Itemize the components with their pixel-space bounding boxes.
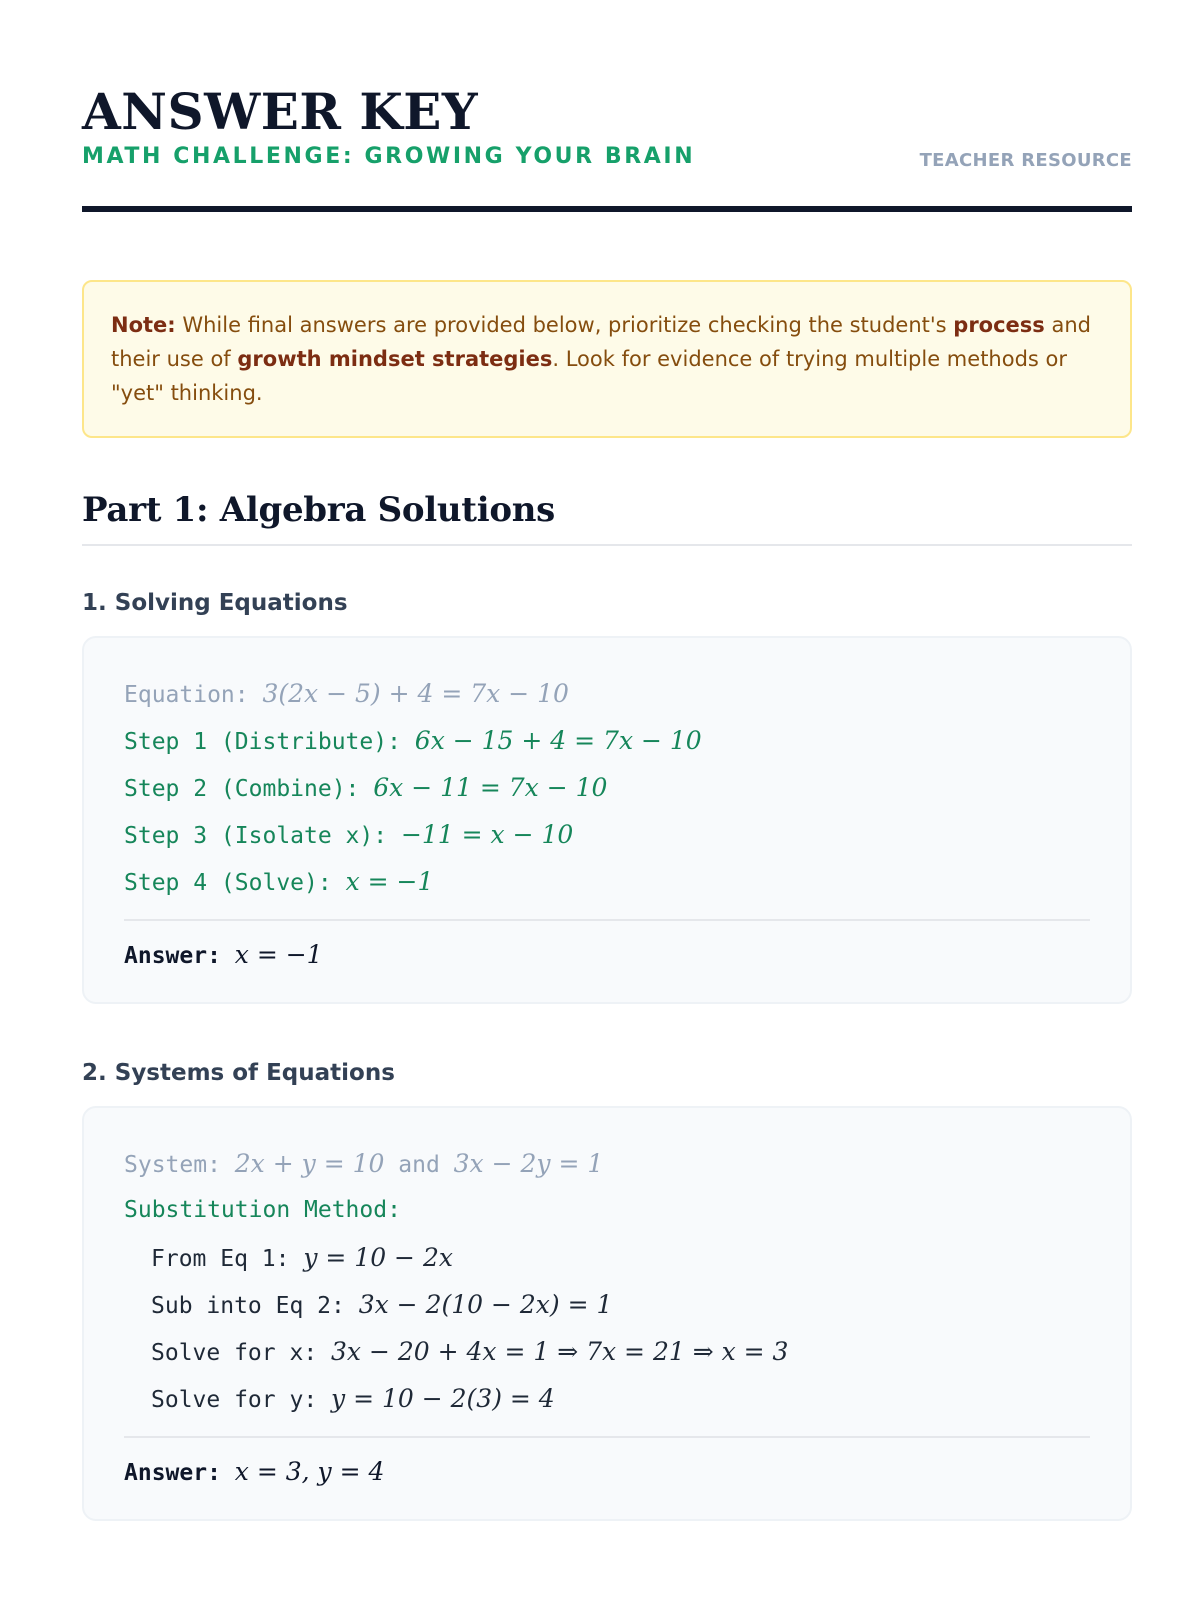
step-label: Step 3 (Isolate x): xyxy=(124,823,401,849)
step-math: 3x − 2(10 − 2x) = 1 xyxy=(358,1290,613,1319)
note-text: While final answers are provided below, prioritize checking the student's xyxy=(175,313,954,337)
note-emphasis-process: process xyxy=(953,313,1045,337)
step-label: From Eq 1: xyxy=(151,1246,304,1272)
problem-1-solution-card xyxy=(82,636,1132,1004)
step-math: 6x − 15 + 4 = 7x − 10 xyxy=(414,726,702,755)
step-label: Solve for y: xyxy=(151,1387,332,1413)
step-label: Step 4 (Solve): xyxy=(124,870,346,896)
step-math: −11 = x − 10 xyxy=(400,820,574,849)
note-text: and their use of xyxy=(111,313,1091,371)
solution-step xyxy=(124,717,1090,764)
note-emphasis-growth-mindset: growth mindset strategies xyxy=(237,347,553,371)
step-math: x = −1 xyxy=(345,867,434,896)
step-math: 6x − 11 = 7x − 10 xyxy=(373,773,608,802)
problem-1-title: 1. Solving Equations xyxy=(82,590,348,616)
step-label: Step 2 (Combine): xyxy=(124,776,374,802)
teacher-resource-label: TEACHER RESOURCE xyxy=(919,150,1132,171)
given-equation-2: 3x − 2y = 1 xyxy=(453,1149,604,1178)
answer-label: Answer: xyxy=(124,1460,221,1486)
page-subtitle: MATH CHALLENGE: GROWING YOUR BRAIN xyxy=(82,144,696,169)
problem-1-answer xyxy=(124,935,1090,976)
answer-label: Answer: xyxy=(124,943,221,969)
given-equation-1: 2x + y = 10 xyxy=(234,1149,385,1178)
note-label: Note: xyxy=(111,313,176,337)
step-label: Step 1 (Distribute): xyxy=(124,729,415,755)
answer-value: x = 3, y = 4 xyxy=(234,1457,385,1486)
given-join: and xyxy=(384,1152,454,1178)
page-title: ANSWER KEY xyxy=(82,82,479,141)
given-equation: 3(2x − 5) + 4 = 7x − 10 xyxy=(262,679,569,708)
teacher-note xyxy=(82,280,1132,438)
problem-2-solution-card xyxy=(82,1106,1132,1521)
given-label: System: xyxy=(124,1152,235,1178)
solution-step xyxy=(124,858,1090,905)
step-label: Solve for x: xyxy=(151,1340,332,1366)
solution-step xyxy=(124,1281,1090,1328)
answer-value: x = −1 xyxy=(234,940,323,969)
problem-2-given xyxy=(124,1140,1090,1187)
note-text: . Look for evidence of trying multiple methods or "yet" thinking. xyxy=(111,347,1068,405)
page-header xyxy=(82,0,1132,212)
answer-key-page xyxy=(82,0,1132,1521)
step-math: y = 10 − 2(3) = 4 xyxy=(331,1384,555,1413)
step-math: 3x − 20 + 4x = 1 ⇒ 7x = 21 ⇒ x = 3 xyxy=(331,1337,789,1366)
divider xyxy=(124,919,1090,921)
divider xyxy=(124,1436,1090,1438)
problem-1-given xyxy=(124,670,1090,717)
solution-step xyxy=(124,1234,1090,1281)
solution-step xyxy=(124,1328,1090,1375)
given-label: Equation: xyxy=(124,682,263,708)
section-heading: Part 1: Algebra Solutions xyxy=(82,490,1132,546)
method-label: Substitution Method: xyxy=(124,1197,401,1223)
problem-2-title: 2. Systems of Equations xyxy=(82,1060,395,1086)
solution-step xyxy=(124,764,1090,811)
solution-step xyxy=(124,1375,1090,1422)
step-math: y = 10 − 2x xyxy=(303,1243,453,1272)
step-label: Sub into Eq 2: xyxy=(151,1293,359,1319)
solution-step xyxy=(124,811,1090,858)
problem-2-answer xyxy=(124,1452,1090,1493)
